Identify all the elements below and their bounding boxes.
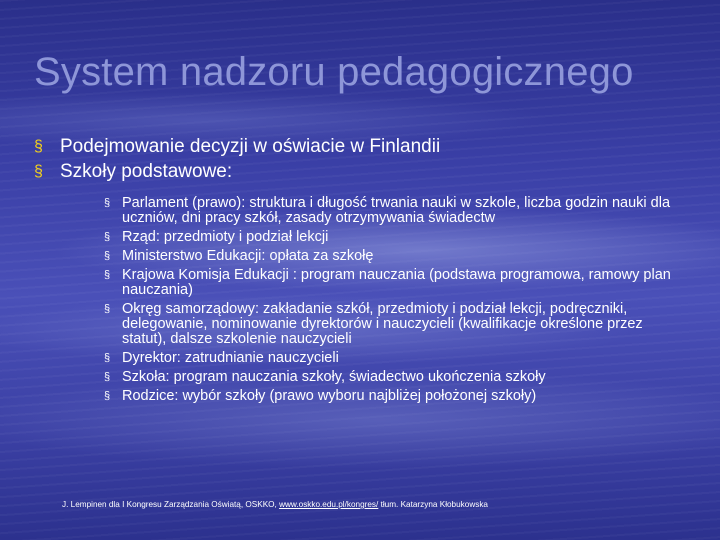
footer-translator: tłum. Katarzyna Kłobukowska — [378, 500, 488, 509]
main-bullet-item — [34, 159, 694, 184]
slide-footer — [62, 500, 682, 509]
bullet-marker-icon: § — [104, 269, 111, 281]
sub-bullet-text: Rodzice: wybór szkoły (prawo wyboru najbliżej położonej szkoły) — [122, 388, 537, 404]
sub-bullet-text: Okręg samorządowy: zakładanie szkół, przedmioty i podział lekcji, podręczniki, delegowanie, nominowanie dyrektorów i nauczycieli (kwalifikacje określone przez statut), dalsze szkolenie nauczycieli — [122, 301, 643, 347]
bullet-marker-icon: § — [34, 163, 43, 180]
sub-bullet-item — [104, 302, 684, 347]
sub-bullet-text: Krajowa Komisja Edukacji : program nauczania (podstawa programowa, ramowy plan nauczania) — [122, 267, 671, 298]
sub-bullet-item — [104, 351, 684, 366]
main-bullet-list — [34, 134, 694, 184]
sub-bullet-text: Ministerstwo Edukacji: opłata za szkołę — [122, 248, 374, 264]
bullet-marker-icon: § — [104, 197, 111, 209]
sub-bullet-item — [104, 389, 684, 404]
sub-bullet-item — [104, 249, 684, 264]
sub-bullet-text: Parlament (prawo): struktura i długość trwania nauki w szkole, liczba godzin nauki dla uczniów, dni pracy szkół, zasady otrzymywania świadectw — [122, 195, 671, 226]
sub-bullet-item — [104, 370, 684, 385]
footer-credit: J. Lempinen dla I Kongresu Zarządzania Oświatą, OSKKO, — [62, 500, 280, 509]
main-bullet-text: Podejmowanie decyzji w oświacie w Finlandii — [60, 136, 441, 157]
bullet-marker-icon: § — [104, 231, 111, 243]
main-bullet-text: Szkoły podstawowe: — [60, 161, 233, 182]
sub-bullet-text: Dyrektor: zatrudnianie nauczycieli — [122, 350, 339, 366]
bullet-marker-icon: § — [104, 250, 111, 262]
sub-bullet-item — [104, 268, 684, 298]
bullet-marker-icon: § — [104, 390, 111, 402]
bullet-marker-icon: § — [34, 138, 43, 155]
sub-bullet-list — [104, 196, 684, 408]
bullet-marker-icon: § — [104, 352, 111, 364]
slide-title: System nadzoru pedagogicznego — [34, 50, 634, 94]
sub-bullet-text: Rząd: przedmioty i podział lekcji — [122, 229, 329, 245]
bullet-marker-icon: § — [104, 371, 111, 383]
bullet-marker-icon: § — [104, 303, 111, 315]
sub-bullet-item — [104, 196, 684, 226]
sub-bullet-text: Szkoła: program nauczania szkoły, świadectwo ukończenia szkoły — [122, 369, 546, 385]
sub-bullet-item — [104, 230, 684, 245]
main-bullet-item — [34, 134, 694, 159]
footer-link[interactable]: www.oskko.edu.pl/kongres/ — [279, 500, 379, 509]
